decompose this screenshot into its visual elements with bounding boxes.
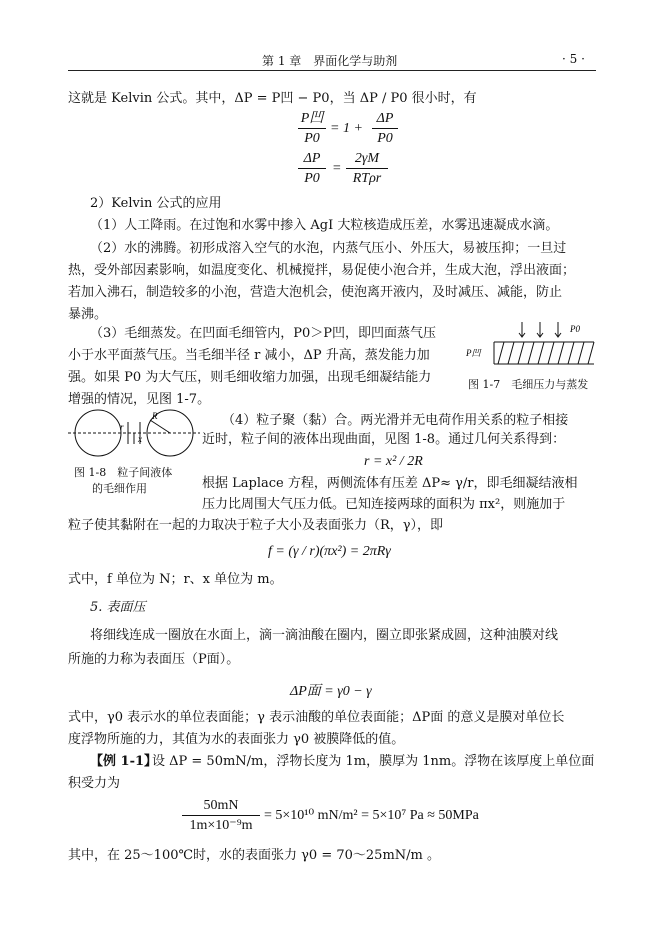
eq1-rhs: = 1 + <box>330 121 363 136</box>
units-note: 式中，f 单位为 N；r、x 单位为 m。 <box>68 572 283 587</box>
application-heading: 2）Kelvin 公式的应用 <box>90 196 222 211</box>
application-2-line-4: 暴沸。 <box>68 307 108 322</box>
application-2-line-3: 若加入沸石，制造较多的小泡，营造大泡机会，使泡离开液内，及时减压、减能，防止 <box>68 285 563 300</box>
application-4-line-3: 根据 Laplace 方程，两侧流体有压差 ΔP≈ γ/r，即毛细凝结液相 <box>202 476 578 491</box>
surface-pressure-line-1: 将细线连成一圈放在水面上，滴一滴油酸在圈内，圈立即张紧成圆，这种油膜对线 <box>90 628 559 643</box>
figure-1-7-capillary-diagram <box>464 320 600 372</box>
figure-1-8-particle-diagram <box>66 408 202 458</box>
figure-1-8-caption-line-2: 的毛细作用 <box>92 482 147 495</box>
fig18-label-R: R <box>152 411 158 421</box>
application-3-line-1: （3）毛细蒸发。在凹面毛细管内，P0＞P凹，即凹面蒸气压 <box>90 326 437 341</box>
fig17-label-p0: P0 <box>570 324 580 334</box>
application-1: （1）人工降雨。在过饱和水雾中掺入 AgI 大粒核造成压差，水雾迅速凝成水滴。 <box>90 218 559 233</box>
example-fraction: 50mN 1m×10⁻⁹m <box>182 797 260 834</box>
header-rule <box>68 70 596 71</box>
equation-surface-pressure: ΔP面 = γ0 − γ <box>290 684 372 699</box>
surface-pressure-line-3: 式中，γ0 表示水的单位表面能；γ 表示油酸的单位表面能；ΔP面 的意义是膜对单位长 <box>68 710 565 725</box>
equation-force: f = (γ / r)(πx²) = 2πRγ <box>268 544 391 559</box>
example-label: 【例 1-1】 <box>90 754 158 769</box>
figure-1-8-caption-line-1: 图 1-8 粒子间液体 <box>74 466 173 479</box>
example-line-1: 设 ΔP = 50mN/m，浮物长度为 1m，膜厚为 1nm。浮物在该厚度上单位面 <box>152 754 595 769</box>
application-2-line-1: （2）水的沸腾。初形成溶入空气的水泡，内蒸气压小、外压大，易被压抑；一旦过 <box>90 241 567 256</box>
figure-1-7-caption: 图 1-7 毛细压力与蒸发 <box>468 378 589 391</box>
kelvin-intro: 这就是 Kelvin 公式。其中，ΔP = P凹 − P0，当 ΔP / P0 很小时，有 <box>68 91 477 106</box>
equation-r-x: r = x² / 2R <box>364 454 423 469</box>
application-3-line-4: 增强的情况，见图 1-7。 <box>68 392 211 407</box>
surface-pressure-line-2: 所施的力称为表面压（P面）。 <box>68 652 240 667</box>
eq1-rhs-fraction: ΔP P0 <box>372 110 398 147</box>
running-header-chapter: 第 1 章 界面化学与助剂 <box>262 54 398 68</box>
eq2-rhs-fraction: 2γM RTρr <box>346 150 388 187</box>
surface-pressure-line-4: 度浮物所施的力，其值为水的表面张力 γ0 被膜降低的值。 <box>68 732 405 747</box>
application-3-line-3: 强。如果 P0 为大气压，则毛细收缩力加强，出现毛细凝结能力 <box>68 370 432 385</box>
example-line-3: 其中，在 25～100℃时，水的表面张力 γ0 = 70～25mN/m 。 <box>68 848 440 863</box>
fig18-label-x: x <box>138 434 142 444</box>
application-4-line-5: 粒子使其黏附在一起的力取决于粒子大小及表面张力（R，γ），即 <box>68 518 444 533</box>
eq1-lhs-fraction: P凹 P0 <box>298 110 326 147</box>
fig17-label-p-concave: P凹 <box>466 348 481 358</box>
application-3-line-2: 小于水平面蒸气压。当毛细半径 r 减小，ΔP 升高，蒸发能力加 <box>68 348 430 363</box>
eq2-rhs: = <box>332 161 342 176</box>
page-number: · 5 · <box>562 52 585 66</box>
application-4-line-4: 压力比周围大气压力低。已知连接两球的面积为 πx²，则施加于 <box>202 497 566 512</box>
eq2-lhs-fraction: ΔP P0 <box>298 150 326 187</box>
section-5-heading: 5. 表面压 <box>90 600 146 615</box>
fig18-label-r: r <box>120 422 124 432</box>
application-4-line-1: （4）粒子聚（黏）合。两光滑并无电荷作用关系的粒子相接 <box>222 413 569 428</box>
example-line-2: 积受力为 <box>68 776 121 791</box>
application-2-line-2: 热，受外部因素影响，如温度变化、机械搅拌，易促使小泡合并，生成大泡，浮出液面； <box>68 263 576 278</box>
example-result: = 5×10¹⁰ mN/m² = 5×10⁷ Pa ≈ 50MPa <box>264 808 479 823</box>
application-4-line-2: 近时，粒子间的液体出现曲面，见图 1-8。通过几何关系得到： <box>202 432 566 447</box>
